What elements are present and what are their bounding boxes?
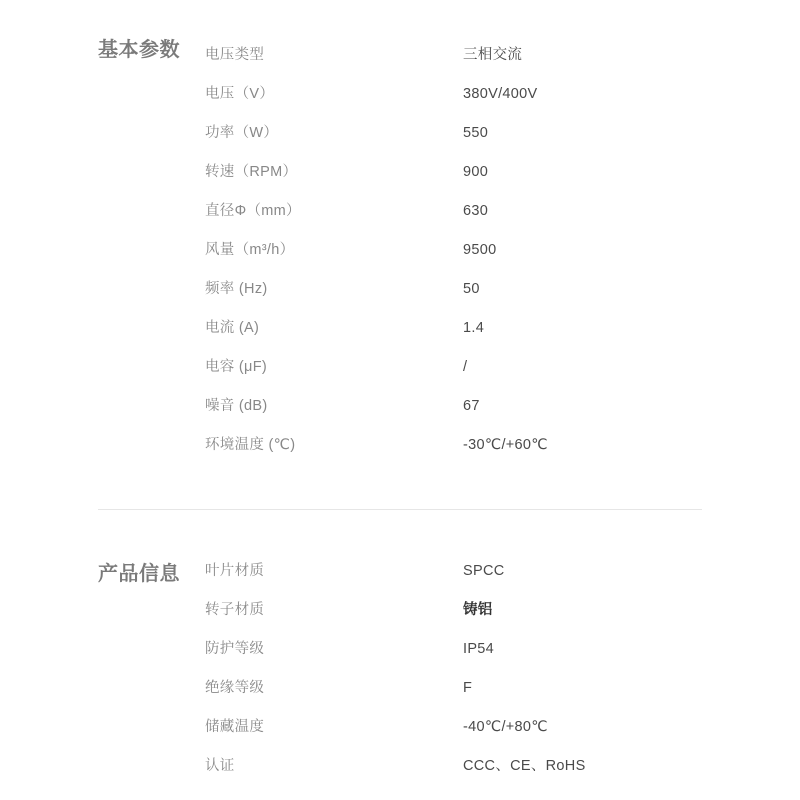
spec-list-product	[205, 552, 800, 786]
spec-value: -30℃/+60℃	[463, 437, 548, 453]
spec-label: 转子材质	[205, 602, 265, 618]
spec-label: 电压类型	[205, 47, 265, 63]
spec-value: 50	[463, 281, 480, 297]
spec-value: 550	[463, 125, 489, 141]
spec-label: 认证	[205, 758, 235, 774]
table-row	[205, 669, 760, 708]
spec-value: SPCC	[463, 563, 505, 579]
table-row	[205, 36, 760, 75]
table-row	[205, 153, 760, 192]
spacer	[0, 465, 800, 509]
spec-label: 功率（W）	[205, 125, 279, 141]
table-row	[205, 591, 760, 630]
spec-label: 直径Φ（mm）	[205, 203, 301, 219]
spec-value: IP54	[463, 641, 495, 657]
spec-label: 绝缘等级	[205, 680, 265, 696]
spec-label: 电流 (A)	[205, 320, 260, 336]
spec-value: 铸铝	[463, 602, 493, 618]
table-row	[205, 747, 760, 786]
spec-value: /	[463, 359, 468, 375]
spec-value: 1.4	[463, 320, 485, 336]
table-row	[205, 348, 760, 387]
spec-label: 电容 (μF)	[205, 359, 267, 375]
spacer	[0, 510, 800, 552]
spec-label: 噪音 (dB)	[205, 398, 268, 414]
table-row	[205, 552, 760, 591]
section-product-information	[0, 552, 800, 786]
spec-label: 防护等级	[205, 641, 265, 657]
table-row	[205, 75, 760, 114]
spec-label: 频率 (Hz)	[205, 281, 268, 297]
spec-label: 转速（RPM）	[205, 164, 298, 180]
table-row	[205, 309, 760, 348]
spec-label: 电压（V）	[205, 86, 275, 102]
spec-value: 三相交流	[463, 47, 523, 63]
table-row	[205, 426, 760, 465]
section-title-basic: 基本参数	[98, 39, 180, 61]
table-row	[205, 270, 760, 309]
spec-label: 叶片材质	[205, 563, 265, 579]
table-row	[205, 708, 760, 747]
spec-label: 储藏温度	[205, 719, 265, 735]
table-row	[205, 231, 760, 270]
spec-value: 630	[463, 203, 489, 219]
table-row	[205, 192, 760, 231]
spec-label: 风量（m³/h）	[205, 242, 295, 258]
table-row	[205, 114, 760, 153]
spec-list-basic	[205, 36, 800, 465]
table-row	[205, 387, 760, 426]
spec-value: 380V/400V	[463, 86, 538, 102]
table-row	[205, 630, 760, 669]
spec-value: CCC、CE、RoHS	[463, 758, 586, 774]
spec-value: 900	[463, 164, 489, 180]
spec-label: 环境温度 (℃)	[205, 437, 296, 453]
spec-value: 67	[463, 398, 480, 414]
spec-value: F	[463, 680, 473, 696]
spec-value: -40℃/+80℃	[463, 719, 548, 735]
section-title-product: 产品信息	[98, 563, 180, 585]
spec-value: 9500	[463, 242, 497, 258]
